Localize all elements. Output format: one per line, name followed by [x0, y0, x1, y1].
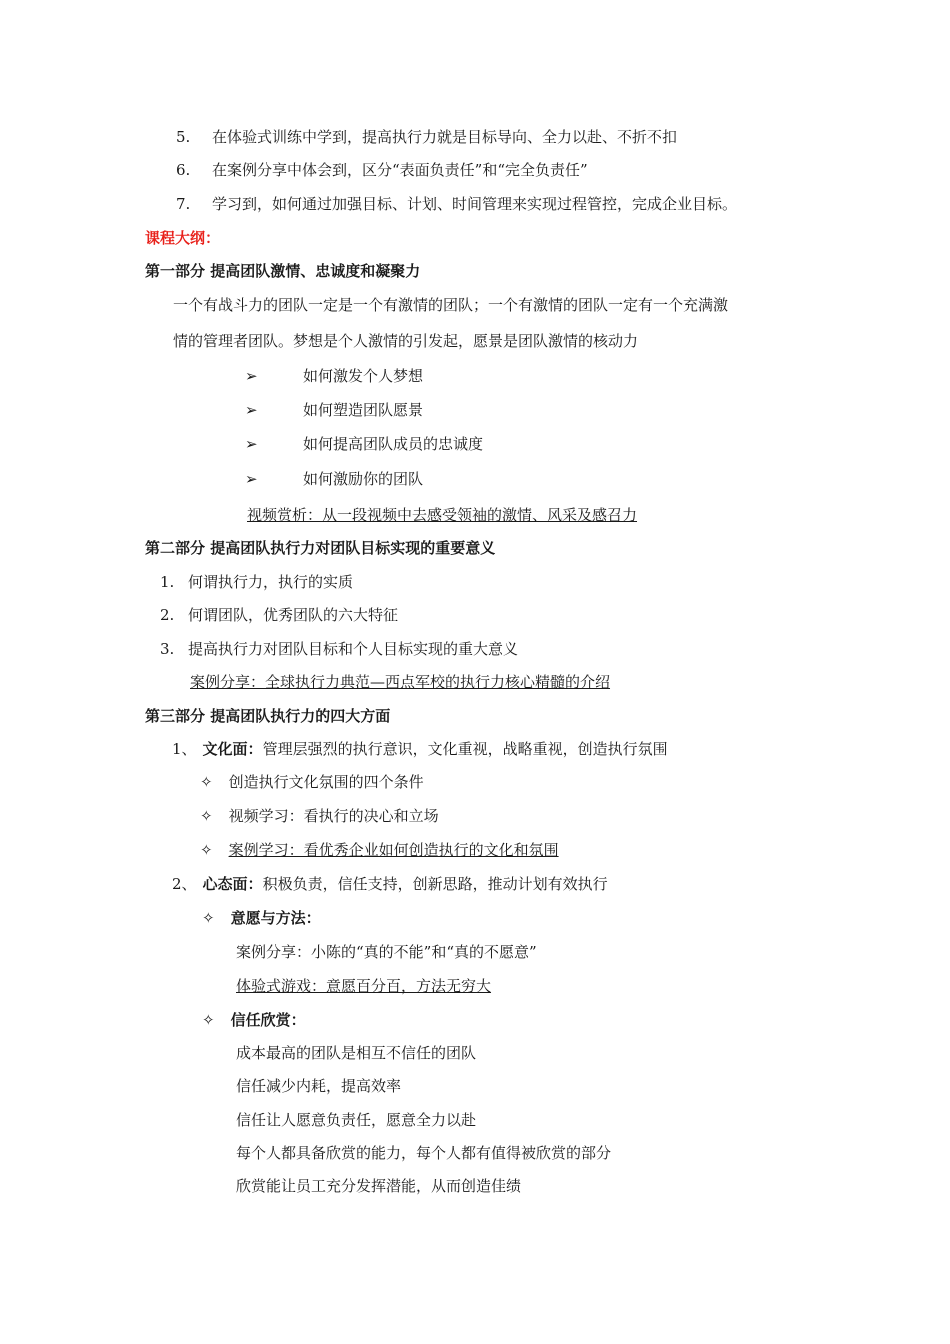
- part1-bullet-text: 如何塑造团队愿景: [303, 401, 424, 419]
- culture-item: [200, 772, 424, 792]
- part2-item: [160, 605, 398, 625]
- outcome-number: 5.: [176, 128, 191, 146]
- culture-item-text: 案例学习：看优秀企业如何创造执行的文化和氛围: [228, 841, 559, 859]
- diamond-bullet-icon: ✧: [202, 909, 215, 927]
- part1-video: 视频赏析：从一段视频中去感受领袖的激情、风采及感召力: [247, 506, 638, 524]
- will-game: 体验式游戏：意愿百分百，方法无穷大: [236, 977, 492, 995]
- will-case: 案例分享：小陈的“真的不能”和“真的不愿意”: [236, 943, 537, 961]
- arrow-bullet-icon: ➢: [245, 367, 258, 385]
- part1-bullet-text: 如何提高团队成员的忠诚度: [303, 435, 484, 453]
- outcome-item: [176, 194, 737, 214]
- outline-heading: 课程大纲：: [145, 229, 221, 247]
- part2-item-number: 1.: [160, 573, 175, 591]
- trust-line: 欣赏能让员工充分发挥潜能，从而创造佳绩: [236, 1177, 522, 1195]
- part2-item-text: 何谓执行力，执行的实质: [188, 573, 354, 591]
- part2-item-number: 3.: [160, 640, 175, 658]
- culture-text: 管理层强烈的执行意识，文化重视，战略重视，创造执行氛围: [262, 740, 668, 758]
- part1-bullet: [245, 434, 258, 454]
- will-title: 意愿与方法：: [230, 909, 321, 927]
- part2-item-number: 2.: [160, 606, 175, 624]
- will-heading: [202, 908, 321, 928]
- mindset-label: 心态面：: [202, 875, 263, 893]
- diamond-bullet-icon: ✧: [200, 773, 213, 791]
- diamond-bullet-icon: ✧: [200, 807, 213, 825]
- part2-item-text: 何谓团队，优秀团队的六大特征: [188, 606, 399, 624]
- part1-bullet: [245, 469, 258, 489]
- mindset-text: 积极负责，信任支持，创新思路，推动计划有效执行: [262, 875, 608, 893]
- part2-item: [160, 639, 518, 659]
- outcome-number: 7.: [176, 195, 191, 213]
- culture-label: 文化面：: [202, 740, 263, 758]
- culture-item-text: 视频学习：看执行的决心和立场: [228, 807, 439, 825]
- culture-row: [172, 739, 668, 759]
- culture-item-text: 创造执行文化氛围的四个条件: [228, 773, 424, 791]
- outcome-text: 在体验式训练中学到，提高执行力就是目标导向、全力以赴、不折不扣: [212, 128, 678, 146]
- part1-title: 第一部分 提高团队激情、忠诚度和凝聚力: [145, 262, 421, 280]
- part2-item-text: 提高执行力对团队目标和个人目标实现的重大意义: [188, 640, 519, 658]
- outcome-item: [176, 127, 677, 147]
- trust-title: 信任欣赏：: [230, 1011, 306, 1029]
- outcome-number: 6.: [176, 161, 191, 179]
- part1-bullet: [245, 400, 258, 420]
- part3-title: 第三部分 提高团队执行力的四大方面: [145, 707, 391, 725]
- trust-line: 信任让人愿意负责任，愿意全力以赴: [236, 1111, 477, 1129]
- outcome-text: 学习到，如何通过加强目标、计划、时间管理来实现过程管控，完成企业目标。: [212, 195, 738, 213]
- mindset-number: 2、: [172, 875, 197, 893]
- outcome-item: [176, 160, 588, 180]
- arrow-bullet-icon: ➢: [245, 401, 258, 419]
- part1-bullet: [245, 366, 258, 386]
- part1-bullet-text: 如何激励你的团队: [303, 470, 424, 488]
- culture-number: 1、: [172, 740, 197, 758]
- culture-item: [200, 840, 559, 860]
- outcome-text: 在案例分享中体会到，区分“表面负责任”和“完全负责任”: [212, 161, 588, 179]
- trust-heading: [202, 1010, 306, 1030]
- mindset-row: [172, 874, 608, 894]
- part1-bullet-text: 如何激发个人梦想: [303, 367, 424, 385]
- diamond-bullet-icon: ✧: [202, 1011, 215, 1029]
- part1-intro-line1: 一个有战斗力的团队一定是一个有激情的团队；一个有激情的团队一定有一个充满激: [173, 296, 729, 314]
- trust-line: 每个人都具备欣赏的能力，每个人都有值得被欣赏的部分: [236, 1144, 612, 1162]
- arrow-bullet-icon: ➢: [245, 435, 258, 453]
- trust-line: 信任减少内耗，提高效率: [236, 1077, 402, 1095]
- part2-case: 案例分享：全球执行力典范—西点军校的执行力核心精髓的介绍: [190, 673, 611, 691]
- arrow-bullet-icon: ➢: [245, 470, 258, 488]
- part1-intro-line2: 情的管理者团队。梦想是个人激情的引发起，愿景是团队激情的核动力: [173, 332, 639, 350]
- part2-item: [160, 572, 353, 592]
- diamond-bullet-icon: ✧: [200, 841, 213, 859]
- trust-line: 成本最高的团队是相互不信任的团队: [236, 1044, 477, 1062]
- part2-title: 第二部分 提高团队执行力对团队目标实现的重要意义: [145, 539, 496, 557]
- culture-item: [200, 806, 439, 826]
